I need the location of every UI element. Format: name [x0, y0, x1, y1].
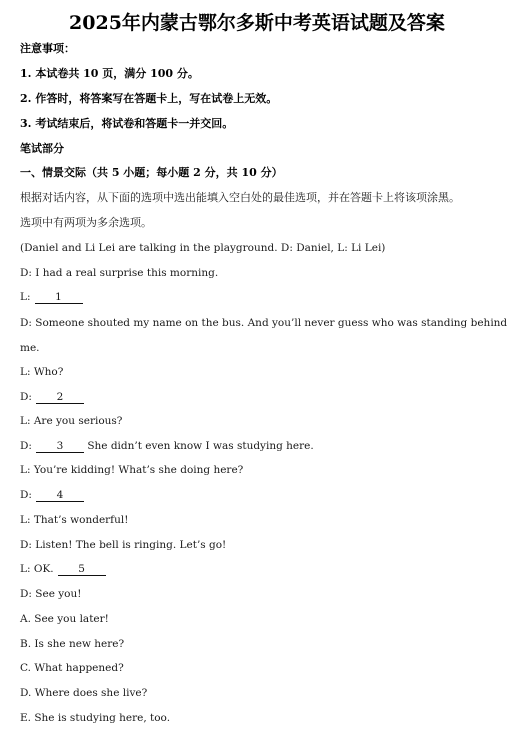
dialogue-line [20, 439, 314, 453]
dialogue-line: L: Who? [20, 366, 64, 378]
dialogue-line [20, 562, 106, 576]
part1-heading: 一、情景交际（共 5 小题；每小题 2 分，共 10 分） [20, 166, 283, 179]
dialogue-text: She didn’t even know I was studying here. [87, 440, 314, 452]
dialogue-line [20, 488, 84, 502]
dialogue-line: L: Are you serious? [20, 415, 123, 427]
answer-blank-1: 1 [35, 291, 83, 304]
option-e: E. She is studying here, too. [20, 712, 171, 724]
dialogue-line: D: Listen! The bell is ringing. Let’s go! [20, 539, 227, 551]
answer-blank-4: 4 [36, 489, 84, 502]
dialogue-line: D: I had a real surprise this morning. [20, 267, 219, 279]
dialogue-line [20, 390, 84, 404]
page-title: 2025年内蒙古鄂尔多斯中考英语试题及答案 [69, 12, 445, 34]
speaker-label: L: OK. [20, 563, 54, 575]
speaker-label: D: [20, 440, 32, 452]
notice-heading: 注意事项： [20, 42, 75, 55]
option-c: C. What happened? [20, 662, 124, 674]
dialogue-line: D: See you! [20, 588, 82, 600]
answer-blank-5: 5 [58, 563, 106, 576]
instruction-line-1: 根据对话内容，从下面的选项中选出能填入空白处的最佳选项，并在答题卡上将该项涂黑。 [20, 191, 460, 204]
dialogue-line [20, 290, 83, 304]
dialogue-line: L: You’re kidding! What’s she doing here? [20, 464, 244, 476]
dialogue-context: (Daniel and Li Lei are talking in the playground. D: Daniel, L: Li Lei) [20, 242, 386, 254]
section-heading: 笔试部分 [20, 142, 64, 155]
answer-blank-3: 3 [36, 440, 84, 453]
option-b: B. Is she new here? [20, 638, 125, 650]
notice-item-1: 1. 本试卷共 10 页，满分 100 分。 [20, 67, 199, 80]
speaker-label: D: [20, 391, 32, 403]
option-d: D. Where does she live? [20, 687, 148, 699]
dialogue-line: D: Someone shouted my name on the bus. And you’ll never guess who was standing behind [20, 317, 508, 329]
dialogue-line-continued: me. [20, 342, 40, 354]
instruction-line-2: 选项中有两项为多余选项。 [20, 216, 152, 229]
answer-blank-2: 2 [36, 391, 84, 404]
notice-item-2: 2. 作答时，将答案写在答题卡上，写在试卷上无效。 [20, 92, 278, 105]
speaker-label: L: [20, 291, 31, 303]
option-a: A. See you later! [20, 613, 109, 625]
notice-item-3: 3. 考试结束后，将试卷和答题卡一并交回。 [20, 117, 234, 130]
dialogue-line: L: That’s wonderful! [20, 514, 129, 526]
speaker-label: D: [20, 489, 32, 501]
